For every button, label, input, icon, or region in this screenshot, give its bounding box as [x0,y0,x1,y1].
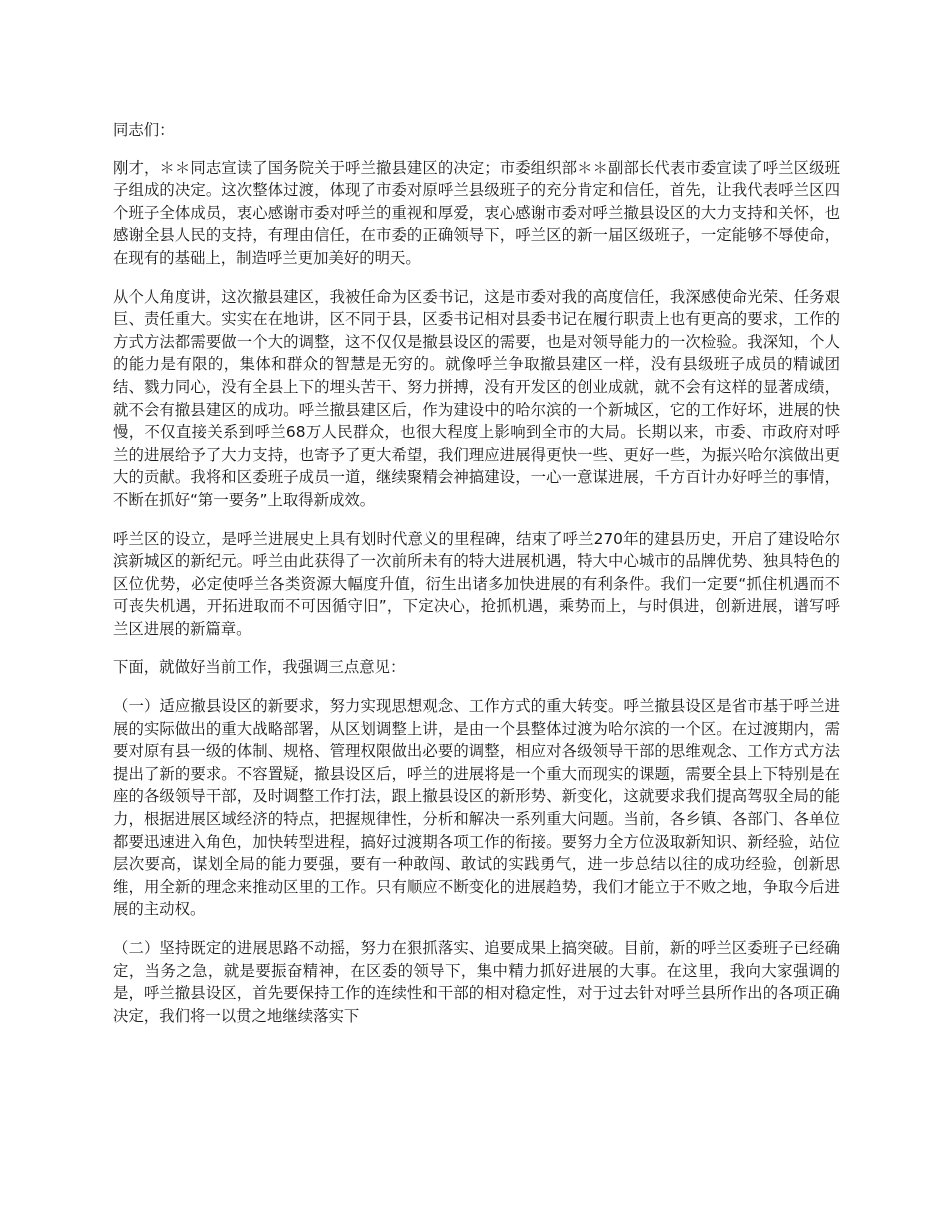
document-page [113,119,840,1043]
paragraph-personal-perspective: 从个人角度讲，这次撤县建区，我被任命为区委书记，这是市委对我的高度信任，我深感使命光荣、任务艰巨、责任重大。实实在在地讲，区不同于县，区委书记相对县委书记在履行职责上也有更高的要求，工作的方式方法都需要做一个大的调整，这不仅仅是撤县设区的需要，也是对领导能力的一次检验。我深知，个人的能力是有限的，集体和群众的智慧是无穷的。就像呼兰争取撤县建区一样，没有县级班子成员的精诚团结、戮力同心，没有全县上下的埋头苦干、努力拼搏，没有开发区的创业成就，就不会有这样的显著成绩，就不会有撤县建区的成功。呼兰撤县建区后，作为建设中的哈尔滨的一个新城区，它的工作好坏，进展的快慢，不仅直接关系到呼兰68万人民群众，也很大程度上影响到全市的大局。长期以来，市委、市政府对呼兰的进展给予了大力支持，也寄予了更大希望，我们理应进展得更快一些、更好一些，为振兴哈尔滨做出更大的贡献。我将和区委班子成员一道，继续聚精会神搞建设，一心一意谋进展，千方百计办好呼兰的事情，不断在抓好“第一要务”上取得新成效。 [113,287,840,509]
paragraph-district-milestone: 呼兰区的设立，是呼兰进展史上具有划时代意义的里程碑，结束了呼兰270年的建县历史，开启了建设哈尔滨新城区的新纪元。呼兰由此获得了一次前所未有的特大进展机遇，特大中心城市的品牌优势、独具特色的区位优势，必定使呼兰各类资源大幅度升值，衍生出诸多加快进展的有利条件。我们一定要“抓住机遇而不可丧失机遇，开拓进取而不可因循守旧”，下定决心，抢抓机遇，乘势而上，与时俱进，创新进展，谱写呼兰区进展的新篇章。 [113,529,840,638]
paragraph-point-one: （一）适应撤县设区的新要求，努力实现思想观念、工作方式的重大转变。呼兰撤县设区是省市基于呼兰进展的实际做出的重大战略部署，从区划调整上讲，是由一个县整体过渡为哈尔滨的一个区。在过渡期内，需要对原有县一级的体制、规格、管理权限做出必要的调整，相应对各级领导干部的思维观念、工作方式方法提出了新的要求。不容置疑，撤县设区后，呼兰的进展将是一个重大而现实的课题，需要全县上下特别是在座的各级领导干部，及时调整工作打法，跟上撤县设区的新形势、新变化，这就要求我们提高驾驭全局的能力，根据进展区域经济的特点，把握规律性，分析和解决一系列重大问题。当前，各乡镇、各部门、各单位都要迅速进入角色，加快转型进程，搞好过渡期各项工作的衔接。要努力全方位汲取新知识、新经验，站位层次要高，谋划全局的能力要强，要有一种敢闯、敢试的实践勇气，进一步总结以往的成功经验，创新思维，用全新的理念来推动区里的工作。只有顺应不断变化的进展趋势，我们才能立于不败之地，争取今后进展的主动权。 [113,697,840,919]
paragraph-point-two: （二）坚持既定的进展思路不动摇，努力在狠抓落实、追要成果上搞突破。目前，新的呼兰区委班子已经确定，当务之急，就是要振奋精神，在区委的领导下，集中精力抓好进展的大事。在这里，我向大家强调的是，呼兰撤县设区，首先要保持工作的连续性和干部的相对稳定性，对于过去针对呼兰县所作出的各项正确决定，我们将一以贯之地继续落实下 [113,939,840,1025]
salutation: 同志们： [113,121,175,139]
paragraph-opening-thanks: 刚才，＊＊同志宣读了国务院关于呼兰撤县建区的决定；市委组织部＊＊副部长代表市委宣读了呼兰区级班子组成的决定。这次整体过渡，体现了市委对原呼兰县级班子的充分肯定和信任，首先，让我代表呼兰区四个班子全体成员，衷心感谢市委对呼兰的重视和厚爱，衷心感谢市委对呼兰撤县设区的大力支持和关怀，也感谢全县人民的支持，有理由信任，在市委的正确领导下，呼兰区的新一届区级班子，一定能够不辱使命，在现有的基础上，制造呼兰更加美好的明天。 [113,158,840,267]
paragraph-three-points-intro: 下面，就做好当前工作，我强调三点意见： [113,658,406,677]
